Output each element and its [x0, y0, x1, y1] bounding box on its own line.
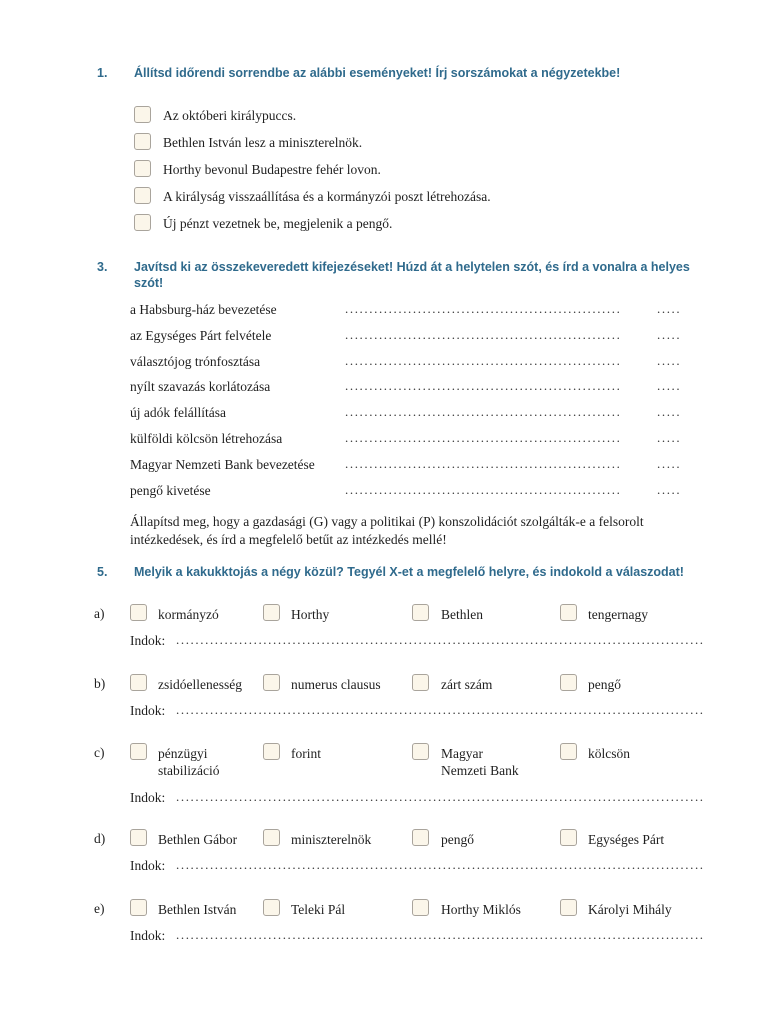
group-a-option-1: kormányzó [158, 607, 219, 622]
group-d-letter: d) [94, 831, 106, 846]
group-e-option-3: Horthy Miklós [441, 902, 521, 917]
group-c-option-2: forint [291, 746, 321, 761]
gp-blank-8[interactable]: ..... [657, 482, 682, 497]
group-b-option-4: pengő [588, 677, 621, 692]
order-box-5[interactable] [134, 214, 151, 231]
group-d-checkbox-3[interactable] [412, 829, 429, 846]
group-a-checkbox-2[interactable] [263, 604, 280, 621]
group-b-option-3: zárt szám [441, 677, 493, 692]
event-item-3: Horthy bevonul Budapestre fehér lovon. [163, 162, 381, 177]
task-5-heading [97, 564, 717, 580]
order-box-4[interactable] [134, 187, 151, 204]
gp-blank-6[interactable]: ..... [657, 430, 682, 445]
task-1-number: 1. [97, 66, 108, 80]
group-d-indok-label: Indok: [130, 858, 166, 873]
group-c-indok-line[interactable]: ............................................................................................................. [176, 789, 705, 804]
group-e-indok-line[interactable]: ............................................................................................................. [176, 927, 705, 942]
expression-row-5: új adók felállítása [130, 405, 226, 420]
answer-line-7[interactable]: ......................................................... [345, 456, 622, 471]
group-d-option-3: pengő [441, 832, 474, 847]
group-b-checkbox-1[interactable] [130, 674, 147, 691]
expression-row-8: pengő kivetése [130, 483, 211, 498]
group-e-checkbox-4[interactable] [560, 899, 577, 916]
expression-row-6: külföldi kölcsön létrehozása [130, 431, 283, 446]
order-box-1[interactable] [134, 106, 151, 123]
group-c-checkbox-3[interactable] [412, 743, 429, 760]
group-e-letter: e) [94, 901, 105, 916]
task-1-heading [97, 65, 717, 81]
answer-line-6[interactable]: ......................................................... [345, 430, 622, 445]
group-c-checkbox-4[interactable] [560, 743, 577, 760]
gp-blank-4[interactable]: ..... [657, 378, 682, 393]
task-5-number: 5. [97, 565, 108, 579]
group-e-checkbox-2[interactable] [263, 899, 280, 916]
order-box-3[interactable] [134, 160, 151, 177]
group-c-option-3-line-2: Nemzeti Bank [441, 763, 519, 778]
task-1-title: Állítsd időrendi sorrendbe az alábbi eseményeket! Írj sorszámokat a négyzetekbe! [134, 66, 621, 80]
group-e-checkbox-1[interactable] [130, 899, 147, 916]
event-item-1: Az októberi királypuccs. [163, 108, 297, 123]
group-a-indok-label: Indok: [130, 633, 166, 648]
task-3-title-line-2: szót! [134, 276, 164, 290]
group-a-checkbox-1[interactable] [130, 604, 147, 621]
group-e-indok-label: Indok: [130, 928, 166, 943]
gp-blank-7[interactable]: ..... [657, 456, 682, 471]
group-d-option-4: Egységes Párt [588, 832, 665, 847]
group-a-letter: a) [94, 606, 105, 621]
group-b-letter: b) [94, 676, 106, 691]
group-b-checkbox-4[interactable] [560, 674, 577, 691]
answer-line-8[interactable]: ......................................................... [345, 482, 622, 497]
group-a-checkbox-4[interactable] [560, 604, 577, 621]
group-b-checkbox-2[interactable] [263, 674, 280, 691]
group-b-indok-label: Indok: [130, 703, 166, 718]
answer-line-4[interactable]: ......................................................... [345, 378, 622, 393]
group-a-option-2: Horthy [291, 607, 330, 622]
event-item-5: Új pénzt vezetnek be, megjelenik a pengő. [163, 216, 393, 231]
gp-blank-2[interactable]: ..... [657, 327, 682, 342]
group-e-option-4: Károlyi Mihály [588, 902, 672, 917]
answer-line-5[interactable]: ......................................................... [345, 404, 622, 419]
expression-row-1: a Habsburg-ház bevezetése [130, 302, 277, 317]
group-d-option-1: Bethlen Gábor [158, 832, 238, 847]
group-b-indok-line[interactable]: ............................................................................................................. [176, 702, 705, 717]
group-c-option-4: kölcsön [588, 746, 630, 761]
group-c-option-3-line-1: Magyar [441, 746, 483, 761]
gp-blank-3[interactable]: ..... [657, 353, 682, 368]
expression-row-3: választójog trónfosztása [130, 354, 261, 369]
expression-row-7: Magyar Nemzeti Bank bevezetése [130, 457, 315, 472]
expression-row-2: az Egységes Párt felvétele [130, 328, 272, 343]
task-5-title: Melyik a kakukktojás a négy közül? Tegyél X-et a megfelelő helyre, és indokold a válaszodat! [134, 565, 684, 579]
group-e-option-2: Teleki Pál [291, 902, 346, 917]
group-c-option-3 [441, 745, 519, 779]
task-3-instruction: Állapítsd meg, hogy a gazdasági (G) vagy a politikai (P) konszolidációt szolgálták-e a felsorolt intézkedések, és írd a megfelelő betűt az intézkedés mellé! [130, 514, 644, 547]
group-d-checkbox-4[interactable] [560, 829, 577, 846]
group-e-checkbox-3[interactable] [412, 899, 429, 916]
group-a-option-4: tengernagy [588, 607, 648, 622]
order-box-2[interactable] [134, 133, 151, 150]
gp-blank-1[interactable]: ..... [657, 301, 682, 316]
group-b-option-2: numerus clausus [291, 677, 381, 692]
group-b-checkbox-3[interactable] [412, 674, 429, 691]
group-c-option-1-line-2: stabilizáció [158, 763, 220, 778]
group-b-option-1: zsidóellenesség [158, 677, 242, 692]
group-c-indok-label: Indok: [130, 790, 166, 805]
group-a-indok-line[interactable]: ............................................................................................................. [176, 632, 705, 647]
group-d-checkbox-2[interactable] [263, 829, 280, 846]
group-a-checkbox-3[interactable] [412, 604, 429, 621]
group-a-option-3: Bethlen [441, 607, 483, 622]
answer-line-1[interactable]: ......................................................... [345, 301, 622, 316]
expression-row-4: nyílt szavazás korlátozása [130, 379, 271, 394]
group-c-option-1 [158, 745, 219, 779]
task-3-heading [97, 259, 717, 291]
task-3-number: 3. [97, 260, 108, 274]
group-c-checkbox-2[interactable] [263, 743, 280, 760]
group-e-option-1: Bethlen István [158, 902, 237, 917]
task-3-title-line-1: Javítsd ki az összekeveredett kifejezéseket! Húzd át a helytelen szót, és írd a vonalra a helyes [134, 260, 690, 274]
group-c-checkbox-1[interactable] [130, 743, 147, 760]
event-item-2: Bethlen István lesz a miniszterelnök. [163, 135, 363, 150]
group-c-letter: c) [94, 745, 105, 760]
group-d-checkbox-1[interactable] [130, 829, 147, 846]
event-item-4: A királyság visszaállítása és a kormányzói poszt létrehozása. [163, 189, 491, 204]
answer-line-2[interactable]: ......................................................... [345, 327, 622, 342]
group-d-option-2: miniszterelnök [291, 832, 372, 847]
answer-line-3[interactable]: ......................................................... [345, 353, 622, 368]
gp-blank-5[interactable]: ..... [657, 404, 682, 419]
group-c-option-1-line-1: pénzügyi [158, 746, 208, 761]
group-d-indok-line[interactable]: ............................................................................................................. [176, 857, 705, 872]
